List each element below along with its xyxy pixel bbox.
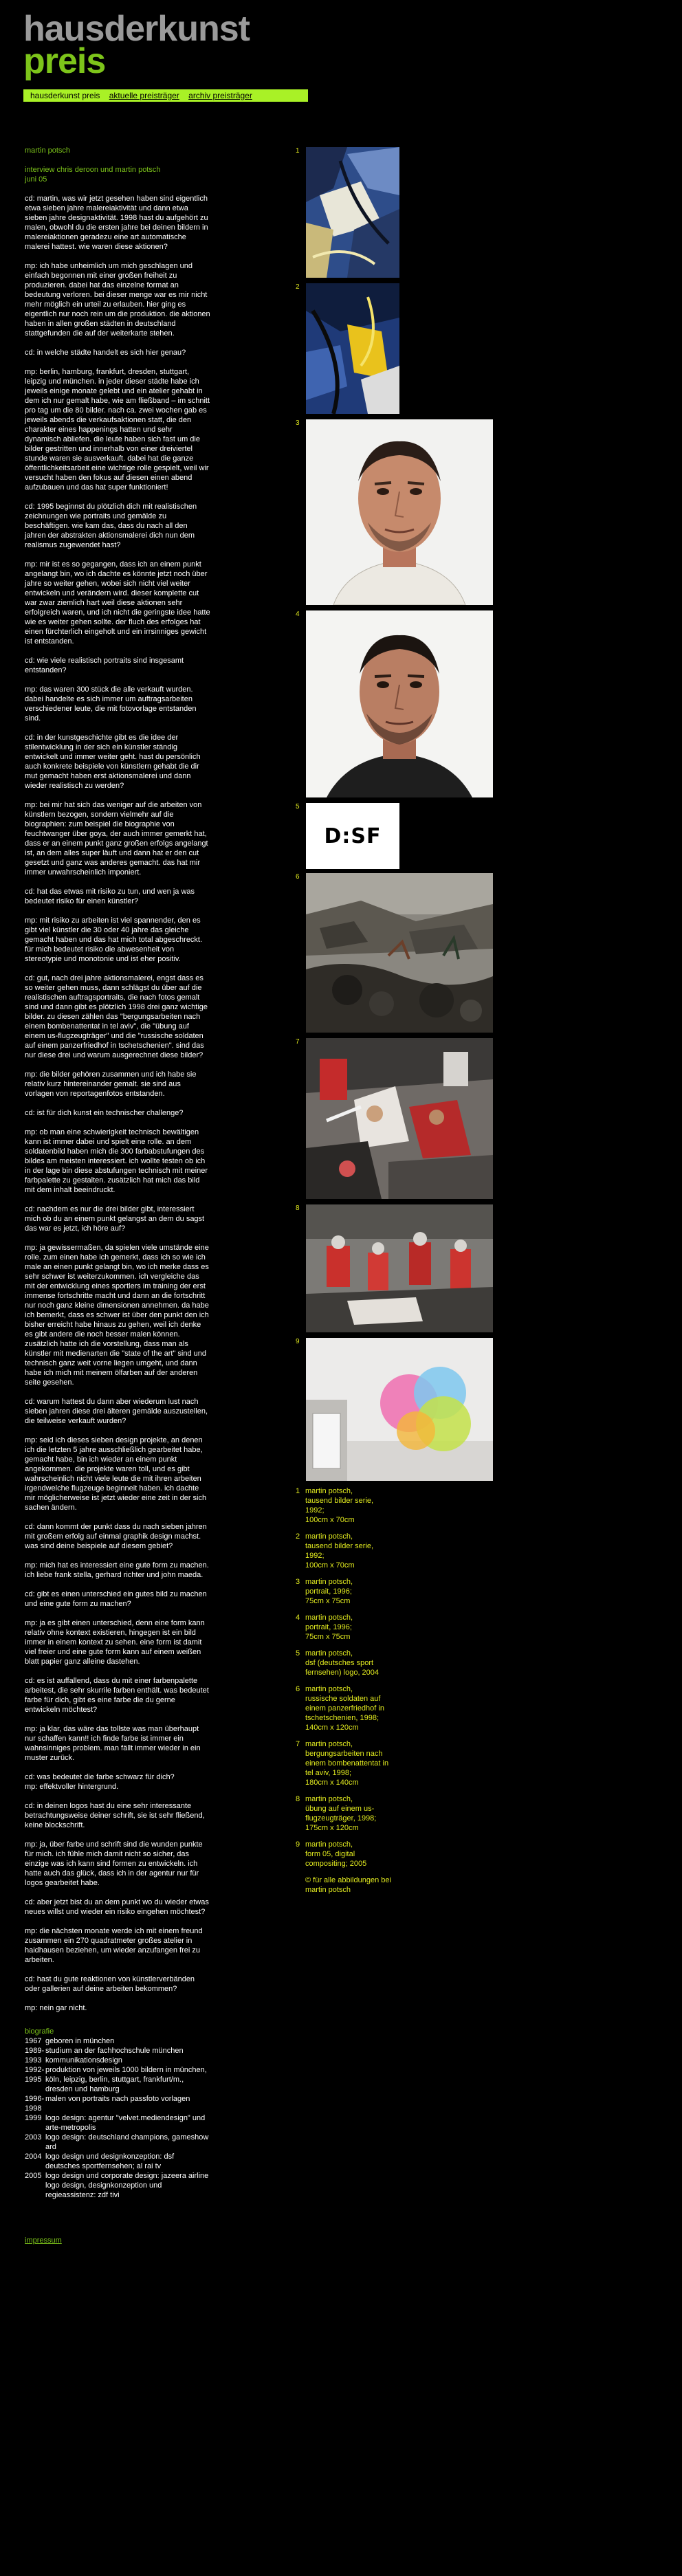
bio-year: 2003 [25, 2133, 42, 2142]
portrait-painting-2-art [306, 610, 493, 797]
image-number: 2 [296, 283, 300, 291]
caption-item [296, 1649, 433, 1677]
interview-paragraph: cd: warum hattest du dann aber wiederum lust nach sieben jahren diese drei älteren gemälde auszustellen, die teilweise verkauft wurden? [25, 1398, 208, 1425]
bio-year: 1989-1993 [25, 2047, 45, 2065]
painting-abstract-2-art [306, 283, 399, 414]
caption-item [296, 1486, 433, 1525]
digital-form-05[interactable] [306, 1338, 493, 1481]
interview-paragraph: cd: 1995 beginnst du plötzlich dich mit realistischen zeichnungen wie portraits und gemälde zu beschäftigen. wie kam das, dass du nach all den jahren der abstrakten aktionsmalerei dich nun dem realismus zugewendet hast? [25, 503, 197, 549]
bio-entry [25, 2094, 210, 2113]
bio-entry [25, 2113, 210, 2133]
article-date: juni 05 [25, 175, 47, 184]
bio-year: 1967 [25, 2037, 42, 2045]
bio-entry [25, 2036, 210, 2046]
caption-item [296, 1532, 433, 1570]
caption-text: martin potsch, portrait, 1996; 75cm x 75cm [305, 1614, 353, 1641]
caption-number: 9 [296, 1840, 300, 1849]
image-number: 9 [296, 1338, 300, 1345]
image-number: 5 [296, 803, 300, 811]
caption-text: martin potsch, tausend bilder serie, 1992; 100cm x 70cm [305, 1487, 374, 1524]
interview-paragraph: cd: ist für dich kunst ein technischer challenge? [25, 1109, 184, 1117]
interview-paragraph: mp: die bilder gehören zusammen und ich habe sie relativ kurz hintereinander gemalt. sie sind aus vorlagen von reportagenfotos entstanden. [25, 1070, 197, 1098]
painting-rescue[interactable] [306, 1038, 493, 1199]
bio-entry [25, 2152, 210, 2171]
caption-text: martin potsch, bergungsarbeiten nach einem bombenattentat in tel aviv, 1998; 180cm x 140cm [305, 1740, 389, 1787]
nav-link-aktuelle[interactable]: aktuelle preisträger [109, 91, 179, 100]
interview-paragraph: cd: gibt es einen unterschied ein gutes bild zu machen und eine gute form zu machen? [25, 1590, 207, 1608]
interview-paragraph: cd: wie viele realistisch portraits sind insgesamt entstanden? [25, 657, 184, 674]
bio-text: geboren in münchen [45, 2037, 115, 2045]
interview-paragraph: mp: ja klar, das wäre das tollste was man überhaupt nur schaffen kann!! ich finde farbe ist immer ein wahnsinniges problem. man fällt immer wieder in ein muster zurück. [25, 1725, 201, 1762]
interview-paragraph: cd: dann kommt der punkt dass du nach sieben jahren mit großem erfolg auf einmal graphik design machst. was sind deine beispiele auf diesem gebiet? [25, 1523, 207, 1550]
interview-paragraph: mp: nein gar nicht. [25, 2004, 87, 2012]
caption-text: martin potsch, übung auf einem us- flugzeugträger, 1998; 175cm x 120cm [305, 1795, 377, 1832]
interview-paragraph: cd: was bedeutet die farbe schwarz für dich? mp: effektvoller hintergrund. [25, 1773, 175, 1791]
interview-paragraph: cd: aber jetzt bist du an dem punkt wo du wieder etwas neues willst und wieder ein risiko eingehen möchtest? [25, 1898, 209, 1916]
interview-paragraph: mp: berlin, hamburg, frankfurt, dresden, stuttgart, leipzig und münchen. in jeder dieser städte habe ich jeweils einige monate gelebt und ein atelier gehabt in dem ich nur gemalt habe, wie am fließband – im schnitt pro tag um die 80 bilder. nach ca. zwei wochen gab es jeweils abends die verkaufsaktionen statt, die den charakter eines happenings hatten und sehr dynamisch abliefen. die leute haben sich fast um die bilder gestritten und innerhalb von einer dreiviertel stunde waren sie ausverkauft. dabei hat die ganze öffentlichkeitsarbeit eine wichtige rolle gespielt, weil wir versucht haben den fokus auf diesen einen abend aufzubauen und das hat super funktioniert! [25, 368, 210, 492]
bio-text: logo design: deutschland champions, gameshow ard [45, 2133, 209, 2151]
bio-text: logo design: agentur "velvet.mediendesign" und arte-metropolis [45, 2114, 206, 2132]
caption-text: martin potsch, russische soldaten auf einem panzerfriedhof in tschetschenien, 1998; 140cm x 120cm [305, 1685, 384, 1732]
caption-text: martin potsch, form 05, digital compositing; 2005 [305, 1840, 367, 1868]
dsf-logo-text: D:SF [324, 824, 382, 848]
bio-text: logo design und designkonzeption: dsf deutsches sportfernsehen; al rai tv [45, 2153, 175, 2170]
interview-paragraph: cd: es ist auffallend, dass du mit einer farbenpalette arbeitest, die sehr skurrile farben enthält. was bedeutet farbe für dich, gibt es eine farbe die du gerne entwickeln möchtest? [25, 1677, 209, 1714]
caption-number: 1 [296, 1487, 300, 1495]
interview-paragraph: mp: ich habe unheimlich um mich geschlagen und einfach begonnen mit einer großen freiheit zu produzieren. dabei hat das einzelne format an bedeutung verloren. bei dieser menge war es mir nicht mehr möglich ein urteil zu erlauben. hier ging es eigentlich nur noch rein um die produktion. die aktionen haben in allen großen städten in deutschland stattgefunden die auf der weiterkarte stehen. [25, 262, 210, 338]
caption-item [296, 1613, 433, 1642]
article-column [25, 146, 210, 2245]
bio-text: studium an der fachhochschule münchen kommunikationsdesign [45, 2047, 184, 2065]
image-number: 8 [296, 1204, 300, 1212]
interview-paragraph: mp: die nächsten monate werde ich mit einem freund zusammen ein 270 quadratmeter großes atelier in haidhausen beziehen, um wieder anzufangen frei zu arbeiten. [25, 1927, 203, 1964]
caption-number: 8 [296, 1795, 300, 1803]
bio-entry [25, 2046, 210, 2065]
bio-year: 2004 [25, 2153, 42, 2161]
image-number: 1 [296, 147, 300, 155]
bio-year: 1992-1995 [25, 2066, 45, 2084]
painting-soldiers[interactable] [306, 873, 493, 1033]
article-author: martin potsch [25, 146, 71, 155]
caption-item [296, 1739, 433, 1787]
interview-paragraph: cd: martin, was wir jetzt gesehen haben sind eigentlich etwa sieben jahre malereiaktivität und dann etwa sieben jahre designaktivität. 1998 hast du aufgehört zu malen, obwohl du die ersten jahre bei deinen bildern in malereiaktionen geradezu eine art automatische malerei hattest. wie waren diese aktionen? [25, 195, 208, 251]
nav-link-archiv[interactable]: archiv preisträger [188, 91, 252, 100]
interview-paragraph: mp: ja es gibt einen unterschied, denn eine form kann relativ ohne kontext existieren, hingegen ist ein bild immer in einem kontext zu sehen. eine form ist damit viel freier und eine gute form kann auf einem weißen blatt papier ganz alleine dastehen. [25, 1619, 205, 1666]
caption-item [296, 1577, 433, 1606]
caption-number: 3 [296, 1578, 300, 1586]
dsf-logo-image[interactable] [306, 803, 399, 869]
caption-number: 4 [296, 1614, 300, 1622]
interview-paragraph: mp: das waren 300 stück die alle verkauft wurden. dabei handelte es sich immer um auftragsarbeiten verschiedener leute, die mit fotovorlage entstanden sind. [25, 685, 197, 723]
image-number: 3 [296, 419, 300, 427]
interview-paragraph: mp: ja gewissermaßen, da spielen viele umstände eine rolle. zum einen habe ich gemerkt, dass ich so wie ich male an einen punkt gelangt bin, wo ich merke dass es sehr schwer ist weiterzukommen. ich vergleiche das mit der entwicklung eines sportlers im training der erst immense fortschritte macht und dann an die fortschritt nur noch ganz kleine dimensionen annehmen. da habe ich bemerkt, dass es schwer ist über den punkt den ich bisher erreicht habe hinaus zu gehen, weil ich denke es gibt andere die noch besser malen können. zusätzlich hatte ich die vorstellung, dass man als künstler mit medienarten die "state of the art" sind und technisch ganz weit vorne liegen umgeht, und dann habe ich mich mit meinem ölfarben auf der anderen seite gesehen. [25, 1244, 209, 1387]
logo-line-2: preis [23, 41, 106, 81]
nav-bar [23, 89, 308, 102]
bio-text: malen von portraits nach passfoto vorlagen [45, 2095, 190, 2103]
nav-label: hausderkunst preis [30, 91, 100, 100]
interview-paragraph: mp: mit risiko zu arbeiten ist viel spannender, den es gibt viel künstler die 30 oder 40 jahre das gleiche gemacht haben und das hat mich total abgeschreckt. für mich bedeutet risiko die abwesenheit von stereotypie und monotonie und ist eher positiv. [25, 916, 203, 963]
bio-year: 1999 [25, 2114, 42, 2122]
bio-heading: biografie [25, 2027, 54, 2036]
painting-abstract-2[interactable] [306, 283, 399, 414]
painting-abstract-1-art [306, 147, 399, 278]
portrait-painting-2[interactable] [306, 610, 493, 797]
interview-paragraph: cd: hat das etwas mit risiko zu tun, und wen ja was bedeutet risiko für einen künstler? [25, 888, 195, 905]
caption-item [296, 1794, 433, 1833]
copyright-note: © für alle abbildungen bei martin potsch [305, 1876, 391, 1894]
bio-list [25, 2036, 210, 2200]
painting-carrier-exercise-art [306, 1204, 493, 1332]
digital-form-05-art [306, 1338, 493, 1481]
caption-number: 7 [296, 1740, 300, 1748]
interview-paragraph: cd: nachdem es nur die drei bilder gibt, interessiert mich ob du an einem punkt gelangst an dem du sagst das war es jetzt, ich höre auf? [25, 1205, 205, 1233]
painting-carrier-exercise[interactable] [306, 1204, 493, 1332]
logo-line-1: hausderkunst [23, 9, 250, 49]
painting-rescue-art [306, 1038, 493, 1199]
image-number: 4 [296, 610, 300, 618]
interview-paragraph: cd: in deinen logos hast du eine sehr interessante betrachtungsweise deiner schrift, sie ist sehr fließend, keine blockschrift. [25, 1802, 205, 1829]
site-logo[interactable] [23, 9, 250, 81]
interview-paragraph: mp: mich hat es interessiert eine gute form zu machen. ich liebe frank stella, gerhard richter und john maeda. [25, 1561, 209, 1579]
image-number: 7 [296, 1038, 300, 1046]
caption-text: martin potsch, dsf (deutsches sport fernsehen) logo, 2004 [305, 1649, 380, 1677]
interview-paragraph: mp: ob man eine schwierigkeit technisch bewältigen kann ist immer dabei und spielt eine rolle. an dem soldatenbild haben mich die 300 farbabstufungen des bildes am meisten interessiert. ich wollte testen ob ich in der lage bin diese abstufungen technisch mit meiner farbpalette zu gestalten. zusätzlich hat mich das bild mit dem inhalt beeindruckt. [25, 1128, 208, 1194]
image-number: 6 [296, 873, 300, 881]
impressum-link[interactable]: impressum [25, 2236, 62, 2245]
bio-year: 1996-1998 [25, 2095, 45, 2113]
interview-paragraph: cd: in der kunstgeschichte gibt es die idee der stilentwicklung in der sich ein künstler ständig entwickelt und immer weiter geht. hast du persönlich auch konkrete beispiele von künstlern gehabt die dir mut gemacht haben erst aktionsmalerei und dann wieder realistisch zu werden? [25, 734, 201, 790]
bio-entry [25, 2171, 210, 2200]
interview-paragraph: cd: gut, nach drei jahre aktionsmalerei, engst dass es so weiter gehen muss, dann schlägst du über auf die realistischen auftragsportraits, die nach fotos gemalt sind und dann gibt es plötzlich 1998 drei ganz wichtige bilder. zu diesen zählen das "bergungsarbeiten nach einem bombenattentat in tel aviv", die "übung auf einem us-flugzeugträger" und die "russische soldaten auf einem panzerfriedhof in tschetschenien". sind das nur diese drei und warum ausgerechnet diese bilder? [25, 974, 208, 1059]
bio-text: produktion von jeweils 1000 bildern in münchen, köln, leipzig, berlin, stuttgart, frankfurt/m., dresden und hamburg [45, 2066, 207, 2093]
painting-abstract-1[interactable] [306, 147, 399, 278]
caption-text: martin potsch, portrait, 1996; 75cm x 75cm [305, 1578, 353, 1605]
interview-paragraph: mp: seid ich dieses sieben design projekte, an denen ich die letzten 5 jahre ausschließlich gearbeitet habe, gemacht habe, bin ich wieder an einem punkt angekommen. die projekte waren toll, und es gibt wahrscheinlich nicht viele leute die mit ihren arbeiten irgendwelche flugzeuge beginneit haben. ich dachte mir möglicherweise ist jetzt wieder eine zeit in der sich sachen ändern. [25, 1436, 207, 1512]
interview-paragraph: mp: mir ist es so gegangen, dass ich an einem punkt angelangt bin, wo ich dachte es könnte jetzt noch über jahre so weiter gehen, wobei sich nicht viel weiter entwickeln und verändern wird. dieser komplette cut war zwar ziemlich hart weil diese aktionen sehr erfolgreich waren, und ich nicht die geringste idee hatte wie es weiter gehen sollte. der fluch des erfolges hat einen fürchterlich eingeholt und ein irrsinniges gewicht ist entstanden. [25, 560, 210, 646]
interview-paragraph: cd: in welche städte handelt es sich hier genau? [25, 349, 186, 357]
interview-text [25, 194, 210, 2013]
portrait-painting-1[interactable] [306, 419, 493, 605]
image-captions [296, 1486, 433, 1895]
caption-item [296, 1684, 433, 1732]
caption-number: 5 [296, 1649, 300, 1658]
bio-year: 2005 [25, 2172, 42, 2180]
bio-entry [25, 2065, 210, 2094]
caption-text: martin potsch, tausend bilder serie, 1992; 100cm x 70cm [305, 1532, 374, 1570]
interview-paragraph: cd: hast du gute reaktionen von künstlerverbänden oder gallerien auf deine arbeiten bekommen? [25, 1975, 195, 1993]
portrait-painting-1-art [306, 419, 493, 605]
interview-paragraph: mp: bei mir hat sich das weniger auf die arbeiten von künstlern bezogen, sondern vielmehr auf die biographien: zum beispiel die biographie von feuchtwanger über goya, der auch immer gemerkt hat, dass er an einem punkt ganz großen erfolgs angelangt ist, an dem alles super läuft und dann hat er den cut gesetzt und ganz was anderes gemacht. das hat mir immer unwahrscheinlich imponiert. [25, 801, 208, 877]
caption-number: 2 [296, 1532, 300, 1541]
caption-number: 6 [296, 1685, 300, 1693]
painting-soldiers-art [306, 873, 493, 1033]
bio-text: logo design und corporate design: jazeera airline logo design, designkonzeption und regieassistenz: zdf tivi [45, 2172, 209, 2199]
interview-paragraph: mp: ja, über farbe und schrift sind die wunden punkte für mich. ich fühle mich damit nicht so sicher, das einzige was ich kann sind formen zu entwickeln. ich hatte auch das glück, dass ich in der agentur nur für logos gearbeitet habe. [25, 1840, 203, 1887]
caption-item [296, 1840, 433, 1869]
bio-entry [25, 2133, 210, 2152]
article-subtitle: interview chris deroon und martin potsch [25, 166, 161, 174]
